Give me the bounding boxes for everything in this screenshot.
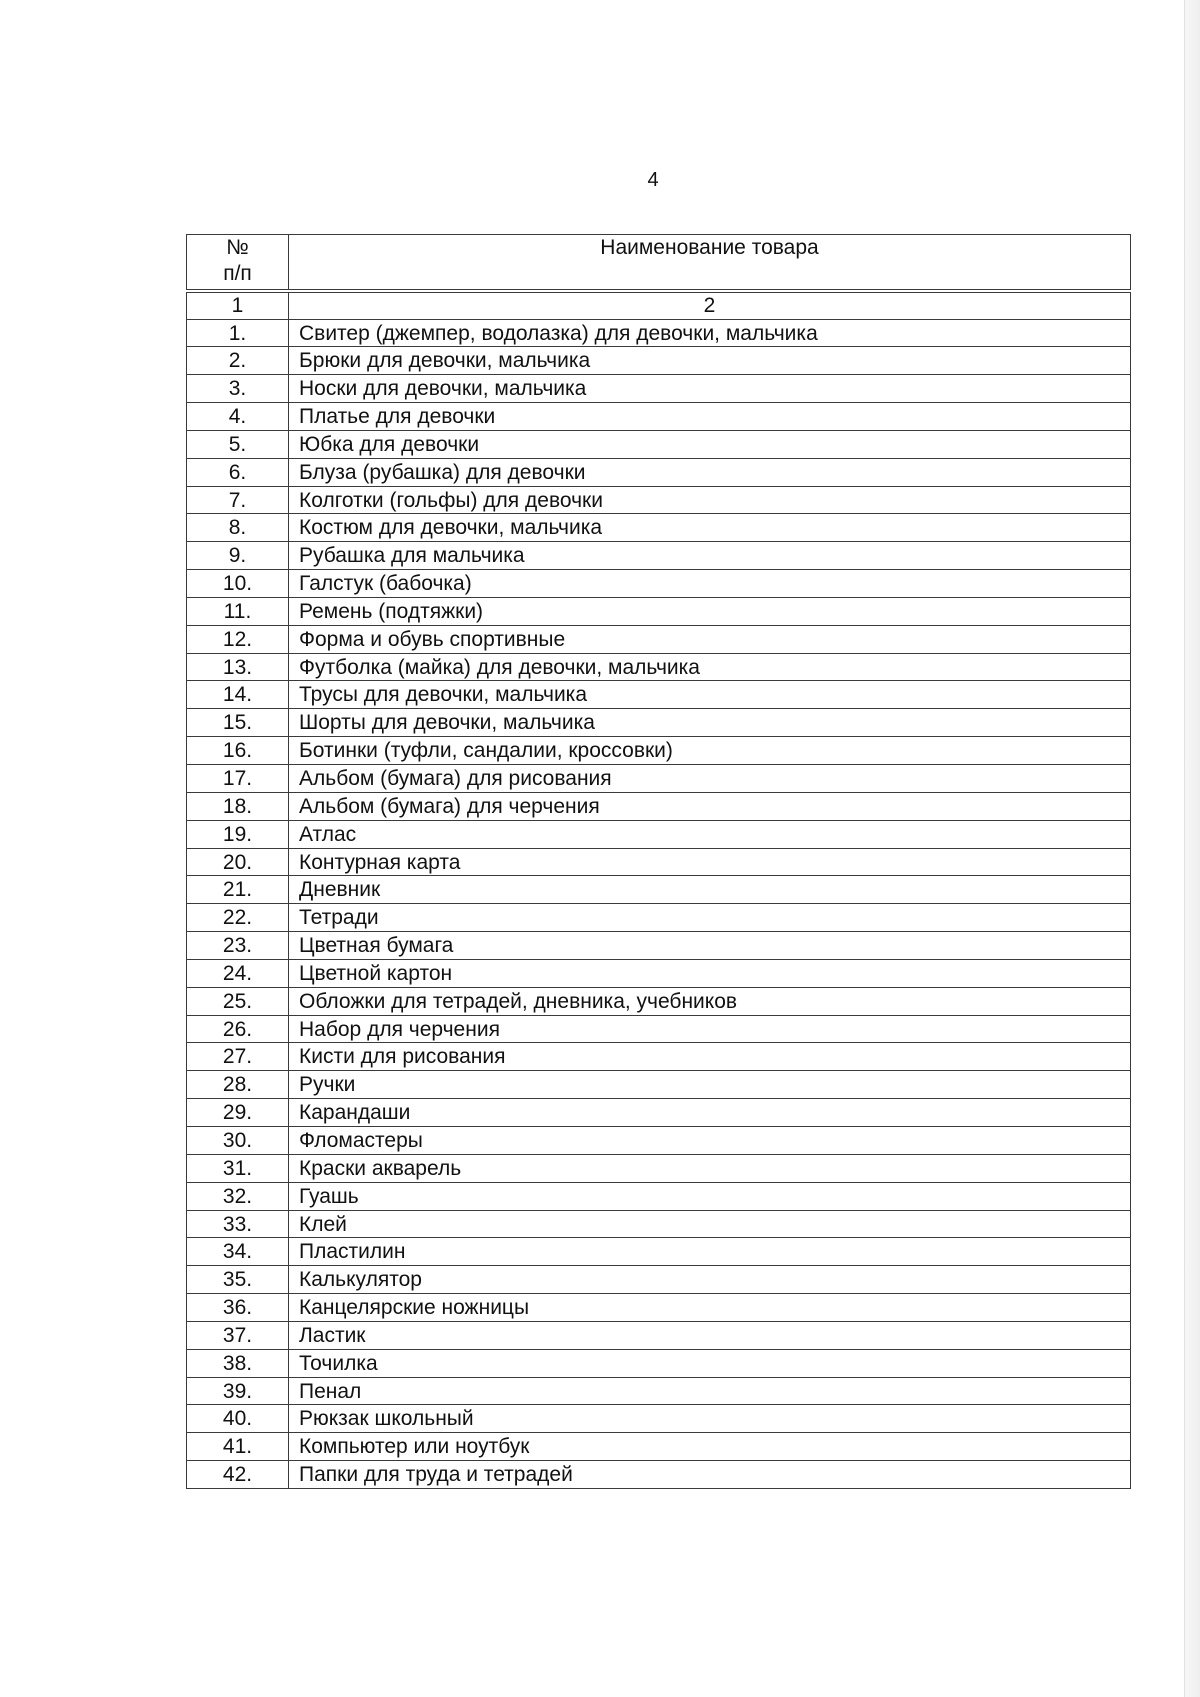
row-number-cell: 25. <box>187 987 289 1015</box>
table-row <box>187 625 1131 653</box>
row-name-cell: Карандаши <box>289 1099 1131 1127</box>
row-number-cell: 20. <box>187 848 289 876</box>
row-number-cell: 37. <box>187 1321 289 1349</box>
row-name-cell: Ластик <box>289 1321 1131 1349</box>
row-name-cell: Дневник <box>289 876 1131 904</box>
row-name-cell: Альбом (бумага) для рисования <box>289 765 1131 793</box>
row-number-cell: 41. <box>187 1433 289 1461</box>
row-name-cell: Форма и обувь спортивные <box>289 625 1131 653</box>
row-name-cell: Набор для черчения <box>289 1015 1131 1043</box>
table-row <box>187 403 1131 431</box>
table-row <box>187 1461 1131 1489</box>
row-number-cell: 42. <box>187 1461 289 1489</box>
row-name-cell: Платье для девочки <box>289 403 1131 431</box>
row-name-cell: Костюм для девочки, мальчика <box>289 514 1131 542</box>
row-name-cell: Юбка для девочки <box>289 430 1131 458</box>
row-number-cell: 26. <box>187 1015 289 1043</box>
table-row <box>187 987 1131 1015</box>
row-number-cell: 3. <box>187 375 289 403</box>
row-name-cell: Пластилин <box>289 1238 1131 1266</box>
table-row <box>187 1377 1131 1405</box>
table-row <box>187 876 1131 904</box>
row-number-cell: 10. <box>187 570 289 598</box>
row-number-cell: 4. <box>187 403 289 431</box>
row-number-cell: 40. <box>187 1405 289 1433</box>
row-name-cell: Рюкзак школьный <box>289 1405 1131 1433</box>
column-index-name: 2 <box>289 291 1131 320</box>
table-row <box>187 1433 1131 1461</box>
row-name-cell: Носки для девочки, мальчика <box>289 375 1131 403</box>
row-name-cell: Блуза (рубашка) для девочки <box>289 458 1131 486</box>
row-number-cell: 31. <box>187 1154 289 1182</box>
table-row <box>187 1015 1131 1043</box>
table-row <box>187 458 1131 486</box>
table-row <box>187 709 1131 737</box>
row-number-cell: 33. <box>187 1210 289 1238</box>
header-number-line1: № <box>226 236 249 259</box>
row-name-cell: Кисти для рисования <box>289 1043 1131 1071</box>
table-row <box>187 347 1131 375</box>
row-number-cell: 13. <box>187 653 289 681</box>
row-name-cell: Альбом (бумага) для черчения <box>289 792 1131 820</box>
table-row <box>187 932 1131 960</box>
row-number-cell: 27. <box>187 1043 289 1071</box>
page-edge <box>1184 0 1200 1697</box>
row-name-cell: Ремень (подтяжки) <box>289 597 1131 625</box>
header-name-cell: Наименование товара <box>289 235 1131 291</box>
row-number-cell: 16. <box>187 737 289 765</box>
table-row <box>187 1321 1131 1349</box>
row-name-cell: Ручки <box>289 1071 1131 1099</box>
row-name-cell: Гуашь <box>289 1182 1131 1210</box>
goods-table <box>186 234 1131 1489</box>
row-name-cell: Контурная карта <box>289 848 1131 876</box>
row-name-cell: Свитер (джемпер, водолазка) для девочки, мальчика <box>289 319 1131 347</box>
table-row <box>187 792 1131 820</box>
row-number-cell: 21. <box>187 876 289 904</box>
row-number-cell: 39. <box>187 1377 289 1405</box>
row-number-cell: 17. <box>187 765 289 793</box>
table-row <box>187 765 1131 793</box>
row-number-cell: 29. <box>187 1099 289 1127</box>
row-number-cell: 8. <box>187 514 289 542</box>
table-row <box>187 1071 1131 1099</box>
table-row <box>187 1210 1131 1238</box>
row-name-cell: Компьютер или ноутбук <box>289 1433 1131 1461</box>
row-number-cell: 12. <box>187 625 289 653</box>
row-number-cell: 22. <box>187 904 289 932</box>
row-name-cell: Точилка <box>289 1349 1131 1377</box>
column-index-number: 1 <box>187 291 289 320</box>
row-number-cell: 38. <box>187 1349 289 1377</box>
table-row <box>187 1349 1131 1377</box>
row-number-cell: 15. <box>187 709 289 737</box>
row-name-cell: Канцелярские ножницы <box>289 1294 1131 1322</box>
row-name-cell: Атлас <box>289 820 1131 848</box>
row-name-cell: Краски акварель <box>289 1154 1131 1182</box>
row-number-cell: 30. <box>187 1126 289 1154</box>
row-name-cell: Папки для труда и тетрадей <box>289 1461 1131 1489</box>
table-row <box>187 1405 1131 1433</box>
row-name-cell: Колготки (гольфы) для девочки <box>289 486 1131 514</box>
table-row <box>187 514 1131 542</box>
row-number-cell: 6. <box>187 458 289 486</box>
table-row <box>187 597 1131 625</box>
table-row <box>187 653 1131 681</box>
row-number-cell: 14. <box>187 681 289 709</box>
table-header-row <box>187 235 1131 291</box>
row-name-cell: Пенал <box>289 1377 1131 1405</box>
row-name-cell: Рубашка для мальчика <box>289 542 1131 570</box>
row-number-cell: 18. <box>187 792 289 820</box>
table-row <box>187 681 1131 709</box>
row-number-cell: 28. <box>187 1071 289 1099</box>
table-row <box>187 904 1131 932</box>
row-number-cell: 2. <box>187 347 289 375</box>
table-row <box>187 1238 1131 1266</box>
table-row <box>187 820 1131 848</box>
goods-table-body <box>187 235 1131 1489</box>
table-row <box>187 319 1131 347</box>
row-number-cell: 7. <box>187 486 289 514</box>
row-name-cell: Брюки для девочки, мальчика <box>289 347 1131 375</box>
table-row <box>187 1266 1131 1294</box>
row-name-cell: Шорты для девочки, мальчика <box>289 709 1131 737</box>
row-name-cell: Клей <box>289 1210 1131 1238</box>
table-row <box>187 959 1131 987</box>
table-row <box>187 1182 1131 1210</box>
table-row <box>187 542 1131 570</box>
row-number-cell: 23. <box>187 932 289 960</box>
column-index-row <box>187 291 1131 320</box>
row-number-cell: 34. <box>187 1238 289 1266</box>
header-number-cell <box>187 235 289 291</box>
header-number-line2: п/п <box>223 262 252 285</box>
row-number-cell: 36. <box>187 1294 289 1322</box>
page-number: 4 <box>647 169 659 191</box>
table-row <box>187 430 1131 458</box>
row-number-cell: 24. <box>187 959 289 987</box>
table-row <box>187 375 1131 403</box>
row-name-cell: Фломастеры <box>289 1126 1131 1154</box>
row-number-cell: 32. <box>187 1182 289 1210</box>
table-row <box>187 737 1131 765</box>
row-name-cell: Цветной картон <box>289 959 1131 987</box>
row-number-cell: 5. <box>187 430 289 458</box>
row-name-cell: Футболка (майка) для девочки, мальчика <box>289 653 1131 681</box>
table-row <box>187 1126 1131 1154</box>
row-number-cell: 1. <box>187 319 289 347</box>
table-row <box>187 848 1131 876</box>
row-name-cell: Галстук (бабочка) <box>289 570 1131 598</box>
row-number-cell: 35. <box>187 1266 289 1294</box>
table-row <box>187 1043 1131 1071</box>
row-name-cell: Тетради <box>289 904 1131 932</box>
table-row <box>187 1154 1131 1182</box>
row-name-cell: Трусы для девочки, мальчика <box>289 681 1131 709</box>
table-row <box>187 570 1131 598</box>
row-name-cell: Цветная бумага <box>289 932 1131 960</box>
row-name-cell: Ботинки (туфли, сандалии, кроссовки) <box>289 737 1131 765</box>
row-name-cell: Обложки для тетрадей, дневника, учебников <box>289 987 1131 1015</box>
row-number-cell: 9. <box>187 542 289 570</box>
row-name-cell: Калькулятор <box>289 1266 1131 1294</box>
table-row <box>187 486 1131 514</box>
table-row <box>187 1294 1131 1322</box>
row-number-cell: 19. <box>187 820 289 848</box>
row-number-cell: 11. <box>187 597 289 625</box>
table-row <box>187 1099 1131 1127</box>
